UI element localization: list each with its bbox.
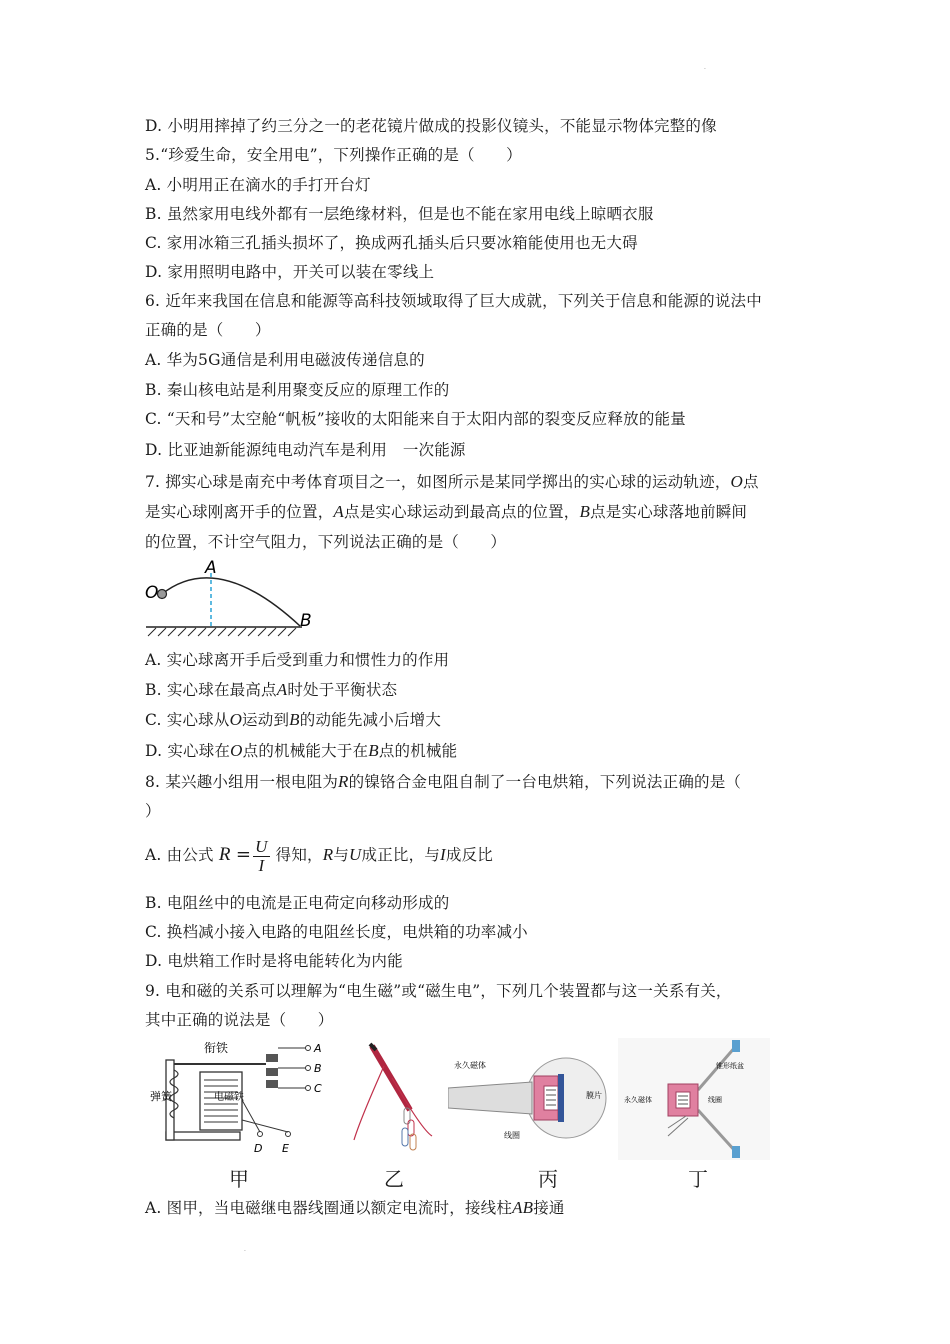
q5-stem: 5.“珍爱生命，安全用电”，下列操作正确的是（ ） — [145, 146, 522, 164]
label-a: A — [314, 1042, 322, 1055]
symbol-r: R — [338, 772, 349, 791]
q6-option-a: A. 华为5G通信是利用电磁波传递信息的 — [145, 351, 425, 369]
terminal-e-icon — [286, 1132, 291, 1137]
terminal-d-icon — [258, 1132, 263, 1137]
q9-option-a — [145, 1198, 565, 1218]
q7c-text: C. 实心球从 — [145, 711, 230, 729]
q6-option-c: C. “天和号”太空舱“帆板”接收的太阳能来自于太阳内部的裂变反应释放的能量 — [145, 410, 686, 428]
wire-left — [354, 1066, 384, 1140]
fig-label-bing: 丙 — [538, 1167, 558, 1191]
q6-option-b: B. 秦山核电站是利用聚变反应的原理工作的 — [145, 381, 450, 399]
q7d-text: 点的机械能大于在 — [242, 742, 369, 760]
symbol-r: R — [322, 845, 334, 864]
label-a: A — [205, 558, 217, 578]
terminal-b-icon — [306, 1066, 311, 1071]
spring-label: 弹簧 — [150, 1090, 172, 1103]
microphone-handle — [448, 1082, 532, 1114]
symbol-o: O — [230, 741, 243, 760]
label-d: D — [254, 1142, 263, 1155]
relay-figure — [148, 1040, 338, 1160]
magnet-label: 永久磁体 — [624, 1096, 652, 1104]
q7-text: 7. 掷实心球是南充中考体育项目之一，如图所示是某同学掷出的实心球的运动轨迹， — [145, 473, 731, 491]
symbol-a: A — [333, 502, 344, 521]
q8a-text: A. 由公式 — [145, 846, 214, 864]
q7d-text: 点的机械能 — [378, 742, 458, 760]
q5-option-d: D. 家用照明电路中，开关可以装在零线上 — [145, 263, 435, 281]
q9a-text: A. 图甲，当电磁继电器线圈通以额定电流时，接线柱 — [145, 1199, 513, 1217]
q8-stem-line2: ） — [145, 802, 161, 820]
q7-stem-line2 — [145, 502, 747, 522]
q7-text: 点是实心球运动到最高点的位置， — [344, 503, 580, 521]
symbol-b: B — [368, 741, 379, 760]
q7-text: 是实心球刚离开手的位置， — [145, 503, 334, 521]
q7-stem-line1 — [145, 472, 759, 492]
formula-fraction — [253, 838, 269, 875]
symbol-b: B — [289, 710, 300, 729]
q5-option-c: C. 家用冰箱三孔插头损坏了，换成两孔插头后只要冰箱能使用也无大碍 — [145, 234, 638, 252]
symbol-o: O — [229, 710, 243, 729]
q7-option-c — [145, 710, 441, 730]
page-mark-bottom: · — [244, 1248, 246, 1255]
terminal-c-icon — [306, 1086, 311, 1091]
q7-stem-line3: 的位置，不计空气阻力，下列说法正确的是（ ） — [145, 533, 507, 551]
page-mark-top: · — [704, 66, 706, 73]
ball-icon — [158, 590, 167, 599]
coil-label: 电磁铁 — [214, 1092, 244, 1103]
fig-label-yi: 乙 — [384, 1167, 404, 1191]
fig-label-jia: 甲 — [229, 1167, 249, 1191]
q7b-text: B. 实心球在最高点 — [145, 681, 277, 699]
q8-option-c: C. 换档减小接入电路的电阻丝长度，电烘箱的功率减小 — [145, 923, 528, 941]
q6-option-d: D. 比亚迪新能源纯电动汽车是利用 一次能源 — [145, 441, 466, 459]
armature-label: 衔铁 — [204, 1041, 229, 1055]
q5-option-b: B. 虽然家用电线外都有一层绝缘材料，但是也不能在家用电线上晾晒衣服 — [145, 205, 654, 223]
q7-text: 点 — [743, 473, 759, 491]
contact-b — [266, 1068, 278, 1076]
coil-label: 线圈 — [708, 1096, 722, 1104]
q8a-text: 成反比 — [445, 846, 494, 864]
label-b: B — [314, 1062, 322, 1075]
q7-text: 点是实心球落地前瞬间 — [590, 503, 748, 521]
q8a-text: 与 — [333, 846, 350, 864]
ground-hatching — [148, 628, 296, 636]
q4-option-d: D. 小明用摔掉了约三分之一的老花镜片做成的投影仪镜头，不能显示物体完整的像 — [145, 117, 717, 135]
wire-e — [242, 1120, 288, 1132]
contact-a — [266, 1054, 278, 1062]
q8-text: 8. 某兴趣小组用一根电阻为 — [145, 773, 339, 791]
q7-option-a: A. 实心球离开手后受到重力和惯性力的作用 — [145, 651, 450, 669]
symbol-u: U — [349, 845, 362, 864]
label-c: C — [314, 1082, 322, 1095]
q9a-text: 接通 — [533, 1199, 565, 1217]
microphone-figure — [448, 1040, 608, 1150]
q8a-text: 成正比，与 — [361, 846, 441, 864]
formula-denominator: I — [258, 855, 265, 875]
terminal-a-icon — [306, 1046, 311, 1051]
q7d-text: D. 实心球在 — [145, 742, 231, 760]
q7-option-d — [145, 741, 457, 761]
diaphragm-label: 膜片 — [586, 1091, 602, 1100]
q7c-text: 运动到 — [242, 711, 290, 729]
q6-stem-line2: 正确的是（ ） — [145, 321, 271, 339]
nail-paperclip-figure — [352, 1040, 438, 1160]
symbol-ab: AB — [512, 1198, 534, 1217]
formula-numerator: U — [255, 836, 268, 856]
q8-stem-line1 — [145, 772, 741, 792]
q7-trajectory-figure — [140, 556, 320, 638]
q8a-text: 得知， — [275, 846, 323, 864]
trajectory-curve — [162, 578, 300, 626]
q6-stem-line1: 6. 近年来我国在信息和能源等高科技领域取得了巨大成就，下列关于信息和能源的说法中 — [145, 292, 762, 310]
formula-equals: = — [235, 844, 252, 865]
magnet-label: 永久磁体 — [454, 1061, 486, 1070]
symbol-i: I — [440, 845, 446, 864]
label-b: B — [300, 611, 312, 631]
fig-label-ding: 丁 — [688, 1167, 708, 1191]
q8-text: 的镍铬合金电阻自制了一台电烘箱，下列说法正确的是（ — [348, 773, 742, 791]
formula-r: R — [218, 844, 231, 865]
label-o: O — [145, 583, 159, 603]
q8-option-b: B. 电阻丝中的电流是正电荷定向移动形成的 — [145, 894, 450, 912]
symbol-b: B — [579, 502, 591, 521]
cone-label: 锥形纸盆 — [716, 1062, 744, 1070]
wire-d — [242, 1100, 260, 1132]
symbol-a: A — [276, 680, 288, 699]
q8-option-a — [145, 830, 493, 880]
q9-stem-line1: 9. 电和磁的关系可以理解为“电生磁”或“磁生电”，下列几个装置都与这一关系有关， — [145, 982, 732, 1000]
cone-edge-bottom — [732, 1146, 740, 1158]
q7b-text: 时处于平衡状态 — [287, 681, 398, 699]
label-e: E — [282, 1142, 289, 1155]
nail-body — [372, 1046, 410, 1110]
q5-option-a: A. 小明用正在滴水的手打开台灯 — [145, 176, 371, 194]
symbol-o: O — [730, 472, 744, 491]
paperclip-icon — [402, 1128, 408, 1146]
relay-base — [166, 1132, 240, 1140]
diaphragm-plate — [558, 1074, 564, 1122]
q7-option-b — [145, 680, 397, 700]
contact-c — [266, 1080, 278, 1088]
speaker-figure — [618, 1038, 770, 1160]
q8-option-d: D. 电烘箱工作时是将电能转化为内能 — [145, 952, 403, 970]
q7c-text: 的动能先减小后增大 — [299, 711, 442, 729]
cone-edge-top — [732, 1040, 740, 1052]
q9-stem-line2: 其中正确的说法是（ ） — [145, 1011, 334, 1029]
coil-label: 线圈 — [504, 1131, 520, 1140]
